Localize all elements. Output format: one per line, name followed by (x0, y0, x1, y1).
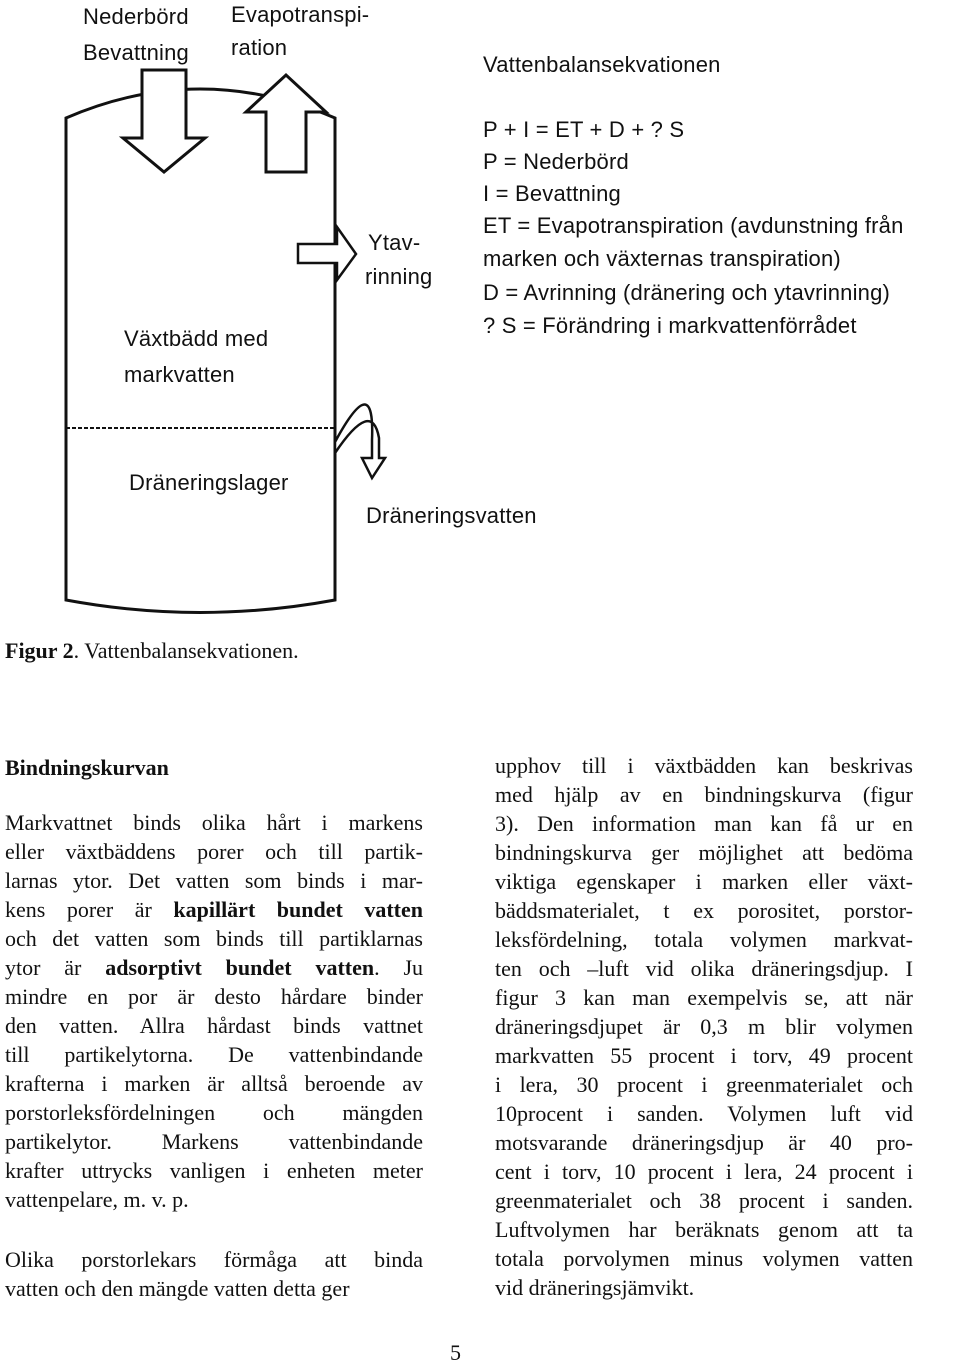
page-number: 5 (450, 1340, 461, 1365)
text-line: dräneringsdjupet är 0,3 m blir volymen (495, 1014, 913, 1039)
label-bevattning: Bevattning (83, 40, 189, 65)
right-column (495, 751, 913, 1302)
text-line: bindningskurva ger möjlighet att bedöma (495, 840, 913, 865)
text-line: 10procent i sanden. Volymen luft vid (495, 1101, 913, 1126)
equation-line: marken och växternas transpiration) (483, 246, 841, 271)
text-line: krafter uttrycks vanligen i enheten meter (5, 1158, 423, 1183)
label-nederbord: Nederbörd (83, 4, 189, 29)
equation-line: ET = Evapotranspiration (avdunstning från (483, 213, 904, 238)
text-line: och det vatten som binds till partiklarnas (5, 926, 423, 951)
text-line: figur 3 kan man exempelvis se, att när (495, 985, 913, 1010)
drainage-arrow (335, 404, 385, 478)
text-line: Luftvolymen har beräknats genom att ta (495, 1217, 913, 1242)
text-line: partikelytor. Markens vattenbindande (5, 1129, 423, 1154)
label-evapotranspiration-2: ration (231, 35, 288, 60)
label-evapotranspiration-1: Evapotranspi- (231, 2, 370, 27)
equation-line: D = Avrinning (dränering och ytavrinning) (483, 280, 891, 305)
text-line: vatten och den mängde vatten detta ger (5, 1276, 350, 1301)
text-line: cent i torv, 10 procent i lera, 24 procent i (495, 1159, 913, 1184)
text-line: i lera, 30 procent i greenmaterialet och (495, 1072, 913, 1097)
text-line: krafterna i marken är alltså beroende av (5, 1071, 423, 1096)
label-vaxtbadd-1: Växtbädd med (124, 326, 269, 351)
left-column-paragraph-2 (5, 1245, 423, 1303)
text-line: leksfördelning, totala volymen markvat- (495, 927, 913, 952)
label-draneringslager: Dräneringslager (129, 470, 289, 495)
text-line: totala porvolymen minus volymen vatten (495, 1246, 913, 1271)
text-line: med hjälp av en bindningskurva (figur (495, 782, 913, 807)
text-line: Olika porstorlekars förmåga att binda (5, 1247, 423, 1272)
figure-caption-label: Figur 2 (5, 638, 74, 663)
label-ytavrinning-1: Ytav- (368, 230, 421, 255)
text-line: vattenpelare, m. v. p. (5, 1187, 189, 1212)
evapotranspiration-arrow (246, 75, 326, 172)
left-column-paragraph-1 (5, 808, 423, 1214)
figure-caption (5, 638, 299, 664)
figure-caption-text: . Vattenbalansekvationen. (73, 638, 299, 663)
text-line: Markvattnet binds olika hårt i markens (5, 810, 423, 835)
text-line: eller växtbäddens porer och till partik- (5, 839, 423, 864)
text-line: markvatten 55 procent i torv, 49 procent (495, 1043, 913, 1068)
text-line: motsvarande dräneringsdjup är 40 pro- (495, 1130, 913, 1155)
text-line: vid dräneringsjämvikt. (495, 1275, 695, 1300)
text-line: mindre en por är desto hårdare binder (5, 984, 423, 1009)
term-adsorptivt-bundet: adsorptivt bundet vatten (105, 955, 375, 980)
text-line: kens porer är kapillärt bundet vatten (5, 897, 423, 922)
section-heading: Bindningskurvan (5, 755, 169, 780)
text-line: bäddsmaterialet, t ex porositet, porstor- (495, 898, 913, 923)
text-line: viktiga egenskaper i marken eller växt- (495, 869, 913, 894)
term-kapillart-bundet: kapillärt bundet vatten (173, 897, 423, 922)
text-line: 3). Den information man kan få ur en (495, 811, 913, 836)
equation-line: I = Bevattning (483, 181, 621, 206)
equation-line: P = Nederbörd (483, 149, 629, 174)
text-line: den vatten. Allra hårdast binds vattnet (5, 1013, 423, 1038)
text-line: ytor är adsorptivt bundet vatten. Ju (5, 955, 424, 980)
input-arrow (123, 70, 205, 172)
text-line: ten och –luft vid olika dräneringsdjup. I (495, 956, 913, 981)
text-line: porstorleksfördelningen och mängden (5, 1100, 423, 1125)
runoff-arrow (298, 227, 356, 280)
label-draneringsvatten: Dräneringsvatten (366, 503, 537, 528)
label-ytavrinning-2: rinning (365, 264, 433, 289)
text-line: till partikelytorna. De vattenbindande (5, 1042, 423, 1067)
text-line: greenmaterialet och 38 procent i sanden. (495, 1188, 913, 1213)
equation-line: P + I = ET + D + ? S (483, 117, 685, 142)
text-line: larnas ytor. Det vatten som binds i mar- (5, 868, 423, 893)
equation-title: Vattenbalansekvationen (483, 52, 721, 77)
equation-line: ? S = Förändring i markvattenförrådet (483, 313, 857, 338)
text-line: upphov till i växtbädden kan beskrivas (495, 753, 913, 778)
label-vaxtbadd-2: markvatten (124, 362, 235, 387)
